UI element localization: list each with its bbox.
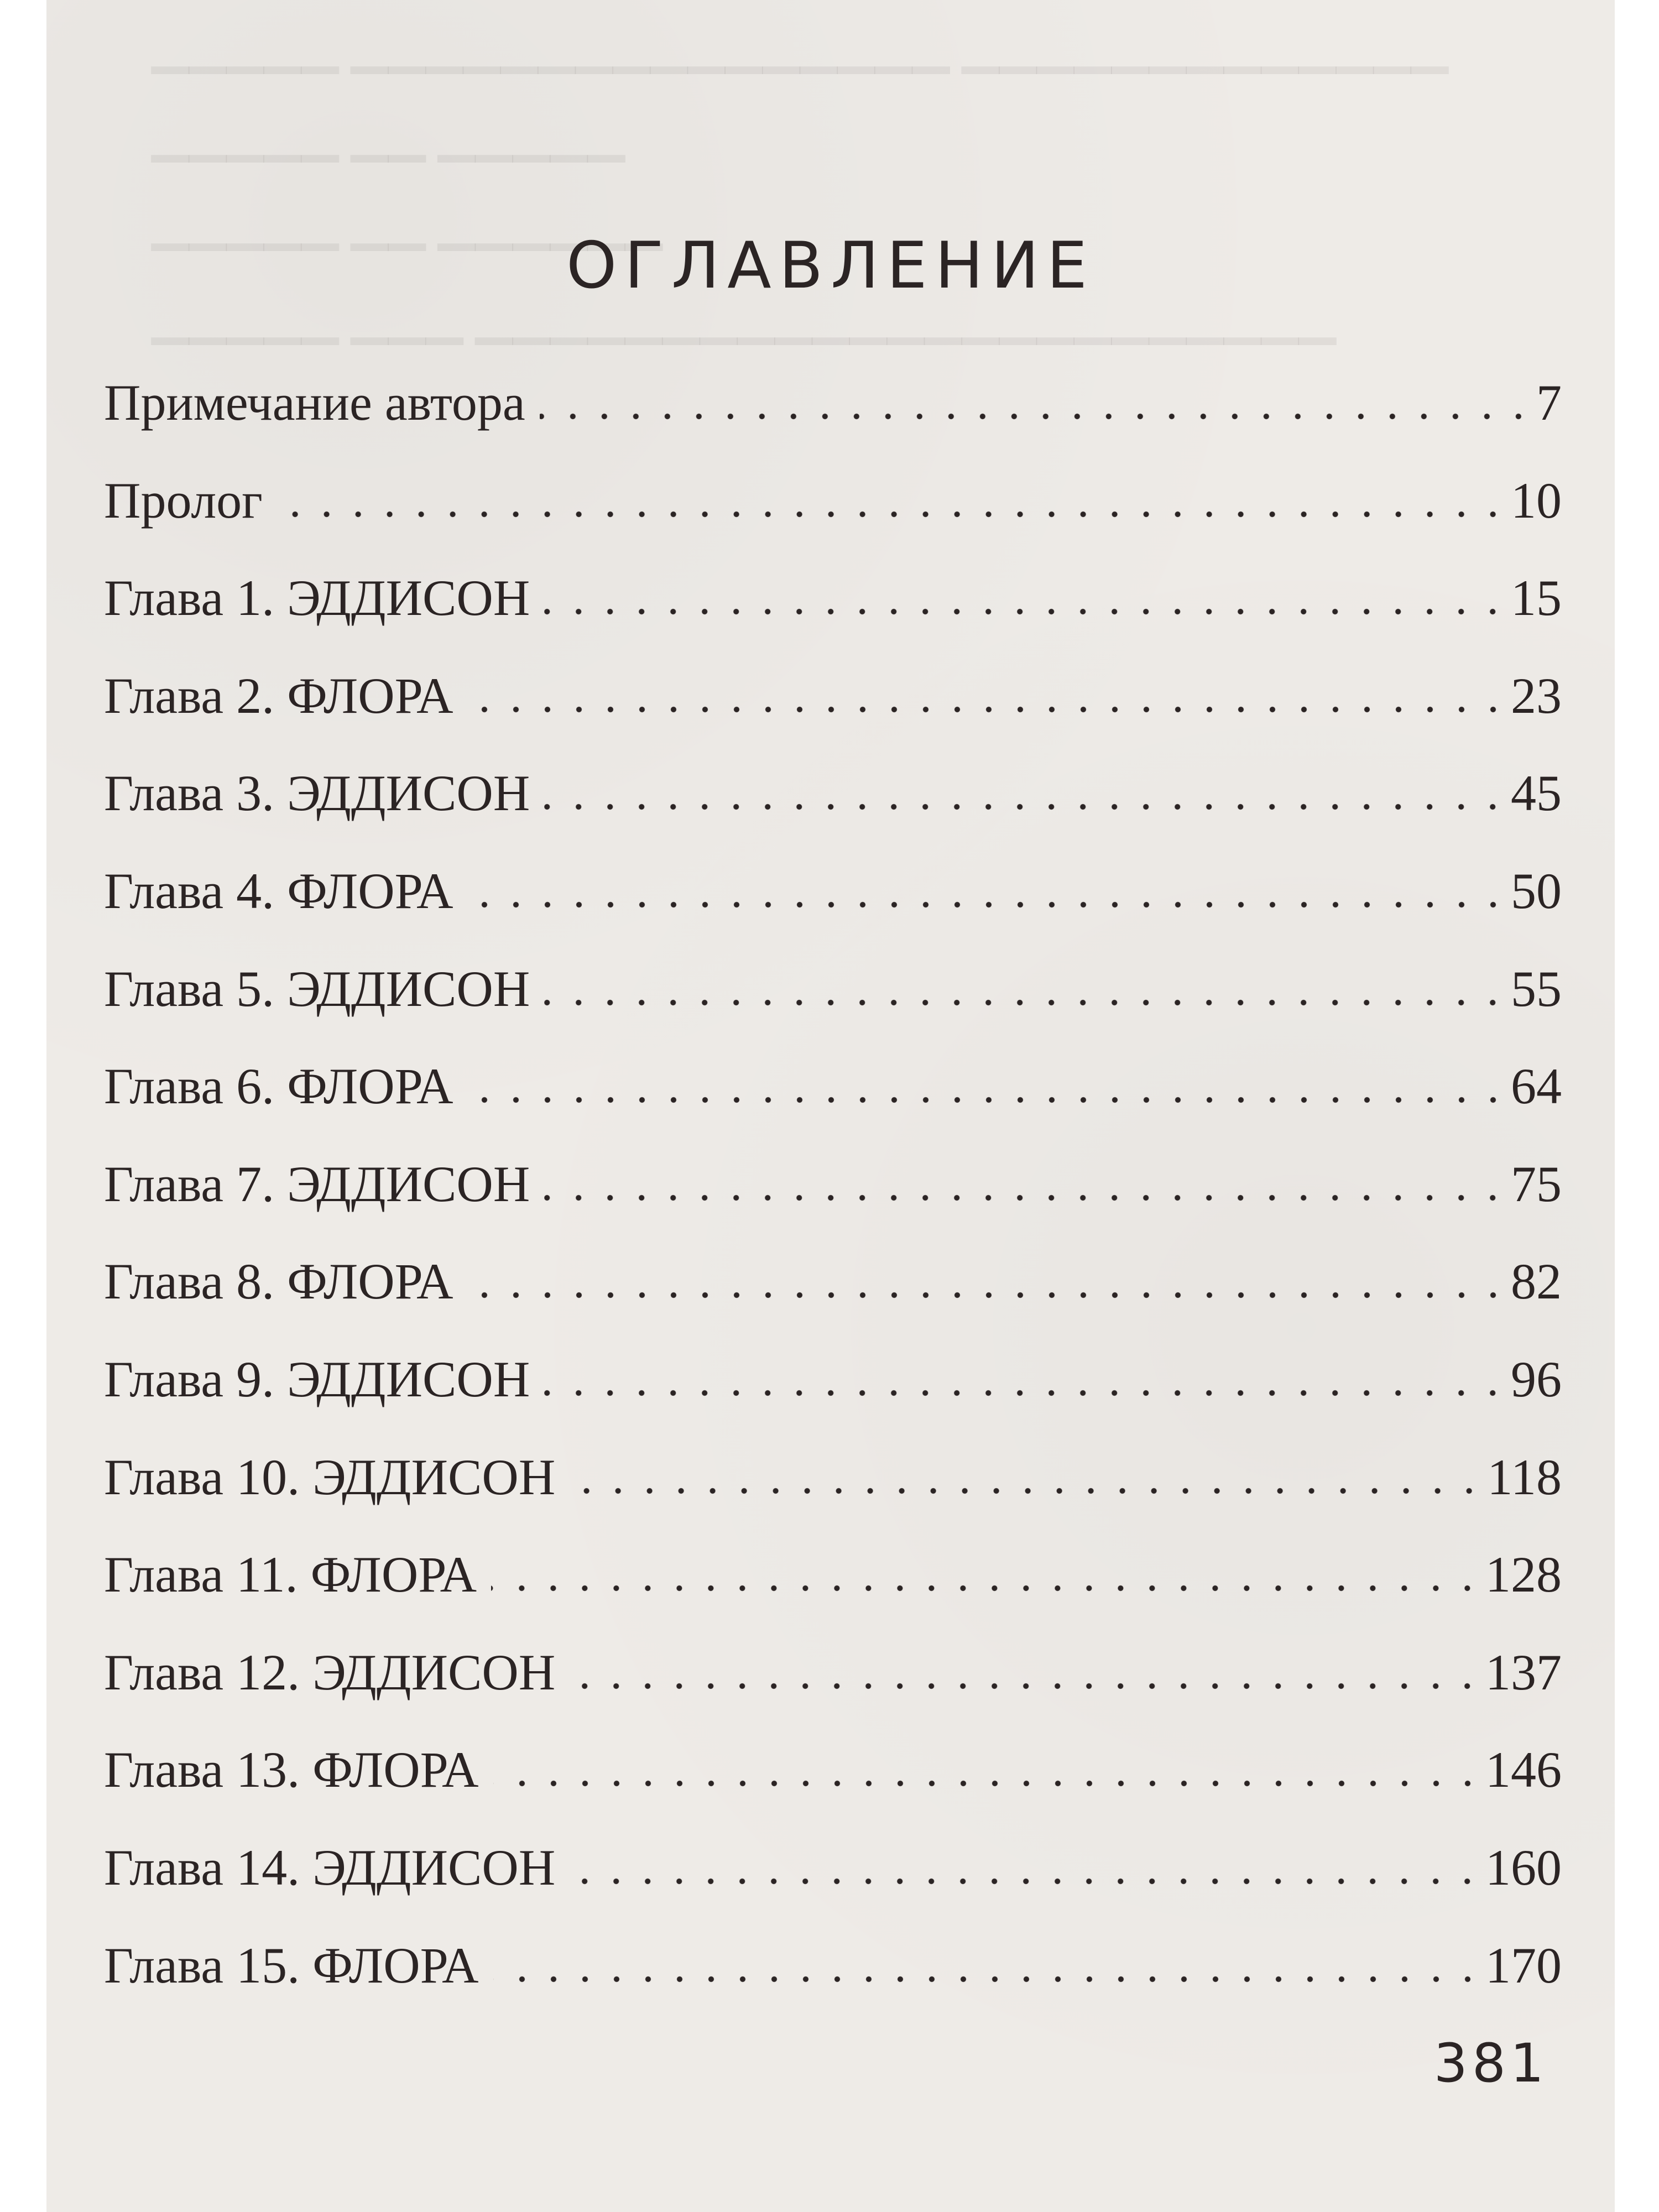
dot-leader (493, 1976, 1483, 1983)
toc-entry (104, 1721, 1562, 1819)
toc-entry-label: Глава 15. ФЛОРА (104, 1937, 479, 1994)
toc-entry-label: Глава 11. ФЛОРА (104, 1546, 477, 1603)
dot-leader (544, 1390, 1509, 1396)
dot-leader (570, 1488, 1485, 1494)
dot-leader (277, 511, 1509, 518)
toc-entry-page: 45 (1511, 765, 1562, 822)
toc-entry-page: 137 (1485, 1644, 1562, 1700)
toc-entry-label: Глава 10. ЭДДИСОН (104, 1448, 556, 1505)
toc-entry-label: Глава 12. ЭДДИСОН (104, 1644, 556, 1700)
table-of-contents (104, 354, 1562, 2014)
dot-leader (544, 608, 1509, 615)
bleed-through-line: ▁▁▁▁▁ ▁▁▁▁▁▁▁▁▁▁▁▁▁▁▁▁ ▁▁▁▁▁▁▁▁▁▁▁▁▁ (152, 19, 1448, 73)
dot-leader (544, 804, 1509, 810)
toc-entry (104, 1428, 1562, 1526)
bleed-through-line: ▁▁▁▁▁ ▁▁▁ ▁▁▁▁▁▁▁▁▁▁▁▁▁▁▁▁▁▁▁▁▁▁▁ (152, 290, 1336, 344)
toc-entry-page: 50 (1511, 862, 1562, 919)
dot-leader (540, 413, 1534, 420)
toc-entry-label: Глава 2. ФЛОРА (104, 667, 453, 724)
toc-entry (104, 1135, 1562, 1233)
dot-leader (493, 1780, 1483, 1787)
toc-entry-label: Глава 9. ЭДДИСОН (104, 1350, 530, 1407)
toc-entry-label: Примечание автора (104, 374, 525, 431)
toc-entry-page: 7 (1536, 374, 1562, 431)
toc-entry (104, 940, 1562, 1038)
toc-entry (104, 1917, 1562, 2015)
toc-entry-page: 15 (1511, 570, 1562, 627)
bleed-through-line: ▁▁▁▁▁ ▁▁ ▁▁▁▁▁ (152, 108, 625, 161)
toc-entry-page: 75 (1511, 1155, 1562, 1212)
toc-entry-page: 23 (1511, 667, 1562, 724)
dot-leader (468, 1292, 1509, 1298)
toc-entry-label: Пролог (104, 472, 263, 529)
book-page (46, 0, 1615, 2212)
toc-entry (104, 1331, 1562, 1428)
toc-entry-label: Глава 4. ФЛОРА (104, 862, 453, 919)
dot-leader (491, 1585, 1483, 1592)
page-title: ОГЛАВЛЕНИЕ (566, 228, 1095, 303)
toc-entry-label: Глава 3. ЭДДИСОН (104, 765, 530, 822)
toc-entry (104, 452, 1562, 550)
dot-leader (468, 706, 1509, 713)
toc-entry-page: 146 (1485, 1741, 1562, 1798)
toc-entry (104, 354, 1562, 452)
toc-entry-label: Глава 8. ФЛОРА (104, 1253, 453, 1310)
dot-leader (570, 1683, 1483, 1689)
toc-entry (104, 1233, 1562, 1331)
dot-leader (570, 1878, 1483, 1885)
page-number: 381 (1433, 2032, 1548, 2094)
toc-entry-page: 118 (1487, 1448, 1562, 1505)
toc-entry-page: 160 (1485, 1839, 1562, 1896)
toc-entry-label: Глава 5. ЭДДИСОН (104, 960, 530, 1017)
toc-entry (104, 1037, 1562, 1135)
dot-leader (468, 1097, 1509, 1103)
dot-leader (544, 1194, 1509, 1201)
toc-entry-page: 82 (1511, 1253, 1562, 1310)
toc-entry-page: 170 (1485, 1937, 1562, 1994)
toc-entry (104, 1624, 1562, 1721)
dot-leader (468, 901, 1509, 908)
dot-leader (544, 999, 1509, 1006)
bleed-through-line: ▁▁▁▁▁ ▁▁ ▁▁▁▁▁▁ (152, 196, 662, 250)
toc-entry-page: 55 (1511, 960, 1562, 1017)
toc-entry-label: Глава 1. ЭДДИСОН (104, 570, 530, 627)
toc-entry-label: Глава 14. ЭДДИСОН (104, 1839, 556, 1896)
toc-entry (104, 842, 1562, 940)
toc-entry-page: 96 (1511, 1350, 1562, 1407)
toc-entry (104, 549, 1562, 647)
toc-entry-label: Глава 13. ФЛОРА (104, 1741, 479, 1798)
toc-entry-page: 64 (1511, 1058, 1562, 1115)
toc-entry-page: 128 (1485, 1546, 1562, 1603)
toc-entry (104, 1526, 1562, 1624)
toc-entry-label: Глава 7. ЭДДИСОН (104, 1155, 530, 1212)
toc-entry-label: Глава 6. ФЛОРА (104, 1058, 453, 1115)
toc-entry (104, 744, 1562, 842)
toc-entry (104, 1819, 1562, 1917)
toc-entry (104, 647, 1562, 745)
toc-entry-page: 10 (1511, 472, 1562, 529)
